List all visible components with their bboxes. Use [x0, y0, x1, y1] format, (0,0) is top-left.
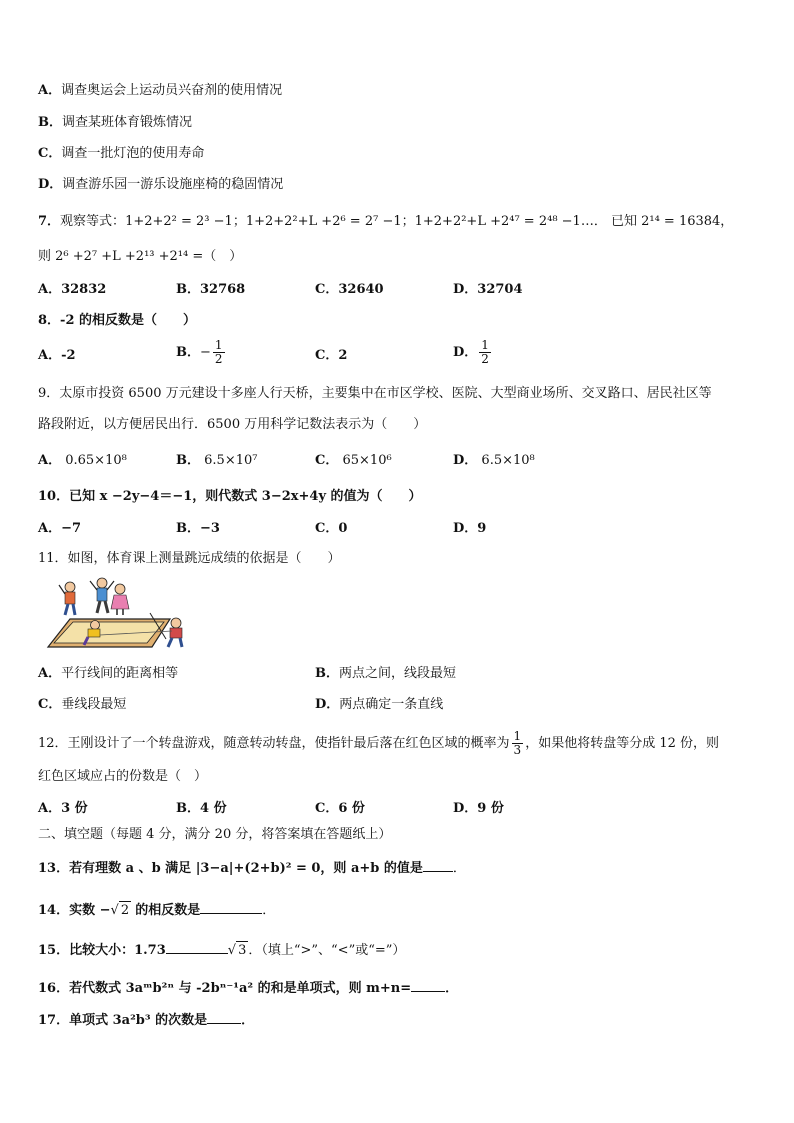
q9-option-b: B． 6.5×10⁷ — [176, 453, 258, 468]
q15: 15．比较大小：1.73 √ 3 ．（填上“>”、“<”或“=”） — [38, 940, 405, 960]
q8-option-a: A．-2 — [38, 348, 76, 363]
q7-option-c: C．32640 — [315, 282, 384, 297]
q17: 17．单项式 3a²b³ 的次数是 ． — [38, 1010, 254, 1030]
q12-option-d: D．9 份 — [453, 801, 504, 816]
q6-option-c: C．调查一批灯泡的使用寿命 — [38, 146, 205, 161]
q9-option-c: C． 65×10⁶ — [315, 453, 392, 468]
q7-option-d: D．32704 — [453, 282, 523, 297]
q11-option-b: B．两点之间，线段最短 — [315, 666, 457, 681]
q7-option-a: A．32832 — [38, 282, 107, 297]
q12-option-b: B．4 份 — [176, 801, 227, 816]
q7-option-b: B．32768 — [176, 282, 246, 297]
q9-option-a: A． 0.65×10⁸ — [38, 453, 127, 468]
q11-option-d: D．两点确定一条直线 — [315, 697, 444, 712]
long-jump-illustration — [40, 575, 190, 657]
q6-option-b: B．调查某班体育锻炼情况 — [38, 115, 193, 130]
q11-option-a: A．平行线间的距离相等 — [38, 666, 179, 681]
q12-option-c: C．6 份 — [315, 801, 365, 816]
q11-stem: 11．如图，体育课上测量跳远成绩的依据是（ ） — [38, 551, 341, 566]
q14: 14．实数 −√ 2 的相反数是 ． — [38, 900, 275, 920]
q10-option-c: C．0 — [315, 521, 348, 536]
q17-answer-blank[interactable] — [207, 1010, 241, 1024]
q10-option-b: B．−3 — [176, 521, 220, 536]
q8-option-c: C．2 — [315, 348, 348, 363]
q9-option-d: D． 6.5×10⁸ — [453, 453, 535, 468]
q14-answer-blank[interactable] — [200, 900, 262, 914]
q9-stem-line1: 9．太原市投资 6500 万元建设十多座人行天桥，主要集中在市区学校、医院、大型商业场所、交叉路口、居民社区等 — [38, 386, 712, 401]
q7-stem-line2: 则 2⁶ +2⁷ +L +2¹³ +2¹⁴ =（ ） — [38, 249, 243, 264]
q8-stem: 8．-2 的相反数是（ ） — [38, 313, 197, 328]
q16: 16．若代数式 3aᵐb²ⁿ 与 -2bⁿ⁻¹a² 的和是单项式，则 m+n= ． — [38, 978, 458, 998]
q11-option-c: C．垂线段最短 — [38, 697, 127, 712]
section-fill-in-blank-heading: 二、填空题（每题 4 分，满分 20 分，将答案填在答题纸上） — [38, 827, 392, 842]
q12-stem-line2: 红色区域应占的份数是（ ） — [38, 769, 208, 784]
q13-answer-blank[interactable] — [423, 858, 453, 872]
q10-stem: 10．已知 x −2y−4＝−1，则代数式 3−2x+4y 的值为（ ） — [38, 489, 422, 504]
q6-option-d: D．调查游乐园一游乐设施座椅的稳固情况 — [38, 177, 284, 192]
q8-option-b: B．− $\frac{1}{2}$ — [176, 338, 223, 366]
q9-stem-line2: 路段附近，以方便居民出行．6500 万用科学记数法表示为（ ） — [38, 417, 427, 432]
q13: 13．若有理数 a 、b 满足 |3−a|+(2+b)² = 0，则 a+b 的值是 ． — [38, 858, 466, 878]
q12-option-a: A．3 份 — [38, 801, 88, 816]
q16-answer-blank[interactable] — [411, 978, 445, 992]
q8-option-d: D． $\frac{1}{2}$ — [453, 338, 489, 366]
q10-option-a: A．−7 — [38, 521, 82, 536]
q6-option-a: A．调查奥运会上运动员兴奋剂的使用情况 — [38, 83, 283, 98]
q7-stem-line1: 7．观察等式：1+2+2² = 2³ −1；1+2+2²+L +2⁶ = 2⁷ −1；1+2+2²+L +2⁴⁷ = 2⁴⁸ −1…． 已知 2¹⁴ = 16384， — [38, 214, 734, 229]
q15-answer-blank[interactable] — [166, 940, 228, 954]
q10-option-d: D．9 — [453, 521, 487, 536]
q12-stem-line1: 12．王刚设计了一个转盘游戏，随意转动转盘，使指针最后落在红色区域的概率为 $\frac{1}{3}$ ，如果他将转盘等分成 12 份，则 — [38, 729, 719, 757]
